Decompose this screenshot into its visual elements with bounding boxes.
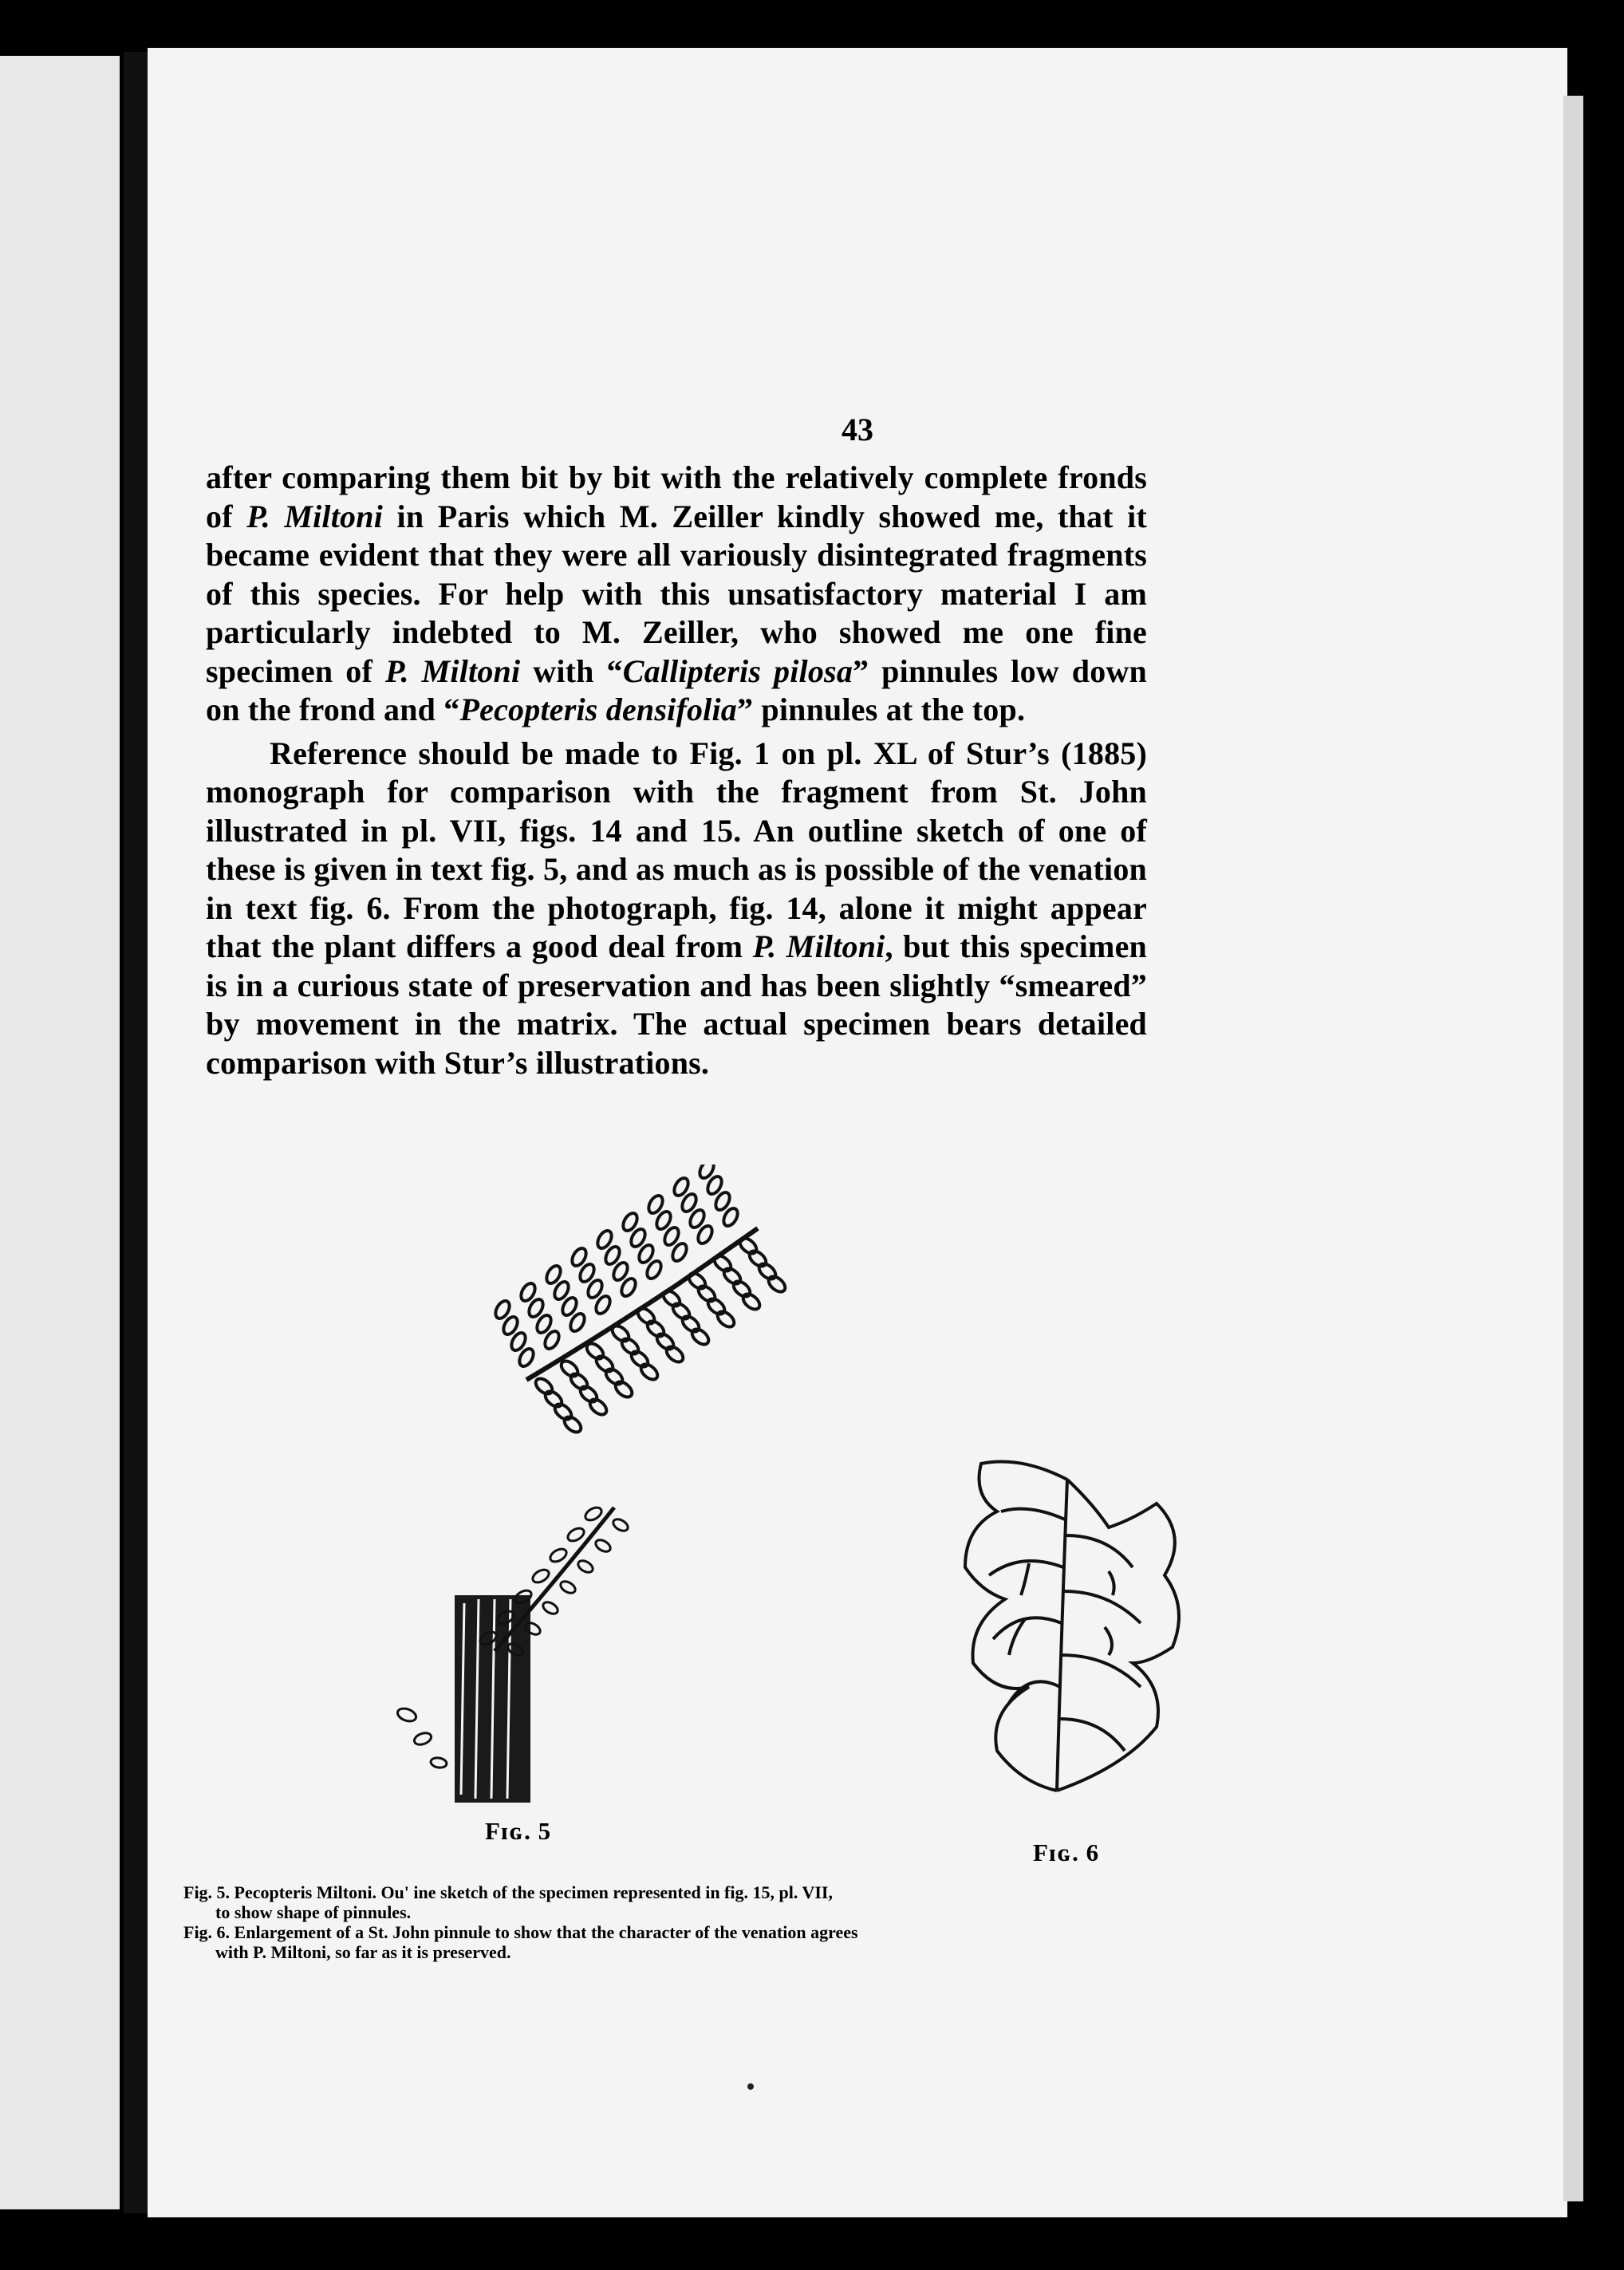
pinnule-loop	[670, 1301, 692, 1322]
pinnule-loop	[660, 1288, 683, 1309]
pinnule-loop	[603, 1366, 625, 1387]
text-run: Reference should be made to Fig. 1 on pl. XL of Stur’s (1885) monograph for comparison with the fragment from St. John illustrated in pl. VII, figs. 14 and 15. An outline sketch of one of these is given in text fig. 5, and as much as is possible of the venation in text fig. 6. From the photograph, fig. 14, alone it might appear that the plant differs a good deal from	[206, 735, 1147, 964]
pinnule-loop	[737, 1235, 759, 1256]
caption-line-2: to show shape of pinnules.	[215, 1902, 412, 1922]
pinnule-loop	[756, 1261, 778, 1282]
pinnule-loop	[562, 1414, 584, 1435]
fig5-label: Fɪɢ. 5	[485, 1817, 552, 1845]
pinnule-loop	[638, 1362, 660, 1382]
pinnule-loop	[533, 1376, 555, 1397]
fig5-fern-frond-upper	[479, 1165, 798, 1468]
fig6-pinnule-venation	[949, 1448, 1212, 1799]
pinnule-loop	[530, 1567, 551, 1585]
page-mark	[747, 2083, 754, 2090]
italic-taxon-name: Callipteris pilosa	[622, 652, 853, 689]
pinnule-loop	[430, 1756, 447, 1768]
text-run: with “	[520, 652, 623, 689]
pinnule-loop	[654, 1331, 676, 1352]
text-run: ” pinnules at the top.	[737, 692, 1026, 727]
pinnule-loop	[587, 1397, 609, 1417]
text-run: ” pinnules low down on the frond and “	[206, 652, 1147, 727]
pinnule-loop	[747, 1248, 769, 1269]
fig5-fern-frond-lower	[375, 1476, 662, 1811]
pinnule-loop	[593, 1538, 612, 1554]
pinnule-loop	[412, 1731, 432, 1747]
paragraph-1	[206, 459, 1147, 730]
pinnule-loop	[629, 1349, 651, 1369]
caption-line-3: Fig. 6. Enlargement of a St. John pinnule to show that the character of the venation agrees	[183, 1922, 858, 1942]
caption-line-4: with P. Miltoni, so far as it is preserved.	[215, 1942, 511, 1962]
pinnule-loop	[715, 1309, 737, 1330]
text-run: after comparing them bit by bit with the relatively complete fronds of	[206, 459, 1147, 534]
text-run: , but this specimen is in a curious state of preservation and has been slightly “smeared” by movement in the matrix. The actual specimen bears detailed comparison with Stur’s illustrations.	[206, 928, 1147, 1081]
pinnule-loop	[689, 1326, 711, 1347]
adjacent-page-edge	[0, 56, 120, 2209]
pinnule-loop	[619, 1336, 641, 1357]
pinnule-loop	[577, 1384, 600, 1405]
italic-taxon-name: P. Miltoni	[246, 498, 384, 534]
page-number: 43	[842, 412, 873, 447]
pinnule-loop	[583, 1505, 604, 1523]
pinnule-loop	[558, 1579, 577, 1595]
pinnule-loop	[558, 1358, 581, 1379]
pinnule-loop	[613, 1379, 635, 1400]
pinnule-loop	[766, 1274, 788, 1295]
pinnule-loop	[740, 1291, 763, 1312]
pinnule-loop	[541, 1600, 559, 1616]
pinnule-loop	[644, 1318, 667, 1339]
pinnule-loop	[548, 1547, 569, 1564]
paragraph-2	[206, 735, 1147, 1083]
pinnule-loop	[593, 1354, 616, 1374]
figure-caption	[183, 1882, 1244, 1962]
pinnule-loop	[635, 1306, 657, 1326]
pinnule-loop	[568, 1371, 590, 1392]
pinnule-loop	[731, 1279, 753, 1299]
pinnule-loop	[611, 1517, 629, 1533]
pinnule-loop	[721, 1266, 743, 1287]
fig6-label: Fɪɢ. 6	[1033, 1838, 1100, 1866]
pinnule-loop	[576, 1559, 594, 1574]
text-run: in Paris which M. Zeiller kindly showed me, that it became evident that they were all variously disintegrated fragments of this species. For help with this unsatisfactory material I am particularly indebted to M. Zeiller, who showed me one fine specimen of	[206, 498, 1148, 689]
body-text	[206, 459, 1147, 1082]
pinnule-loop	[396, 1706, 417, 1724]
pinnule-loop	[686, 1271, 708, 1291]
pinnule-loop	[711, 1253, 734, 1274]
italic-taxon-name: P. Miltoni	[384, 652, 521, 689]
caption-line-1: Fig. 5. Pecopteris Miltoni. Ou' ine sketch of the specimen represented in fig. 15, pl. VII,	[183, 1882, 833, 1902]
pinnule-loop	[566, 1526, 586, 1543]
italic-taxon-name: P. Miltoni	[752, 928, 885, 964]
pinnule-loop	[696, 1283, 718, 1304]
pinnule-loop	[664, 1344, 686, 1365]
pinnule-loop	[680, 1314, 702, 1334]
pinnule-loop	[542, 1389, 565, 1409]
pinnule-loop	[705, 1296, 727, 1317]
pinnule-loop	[609, 1323, 632, 1344]
pinnule-loop	[552, 1401, 574, 1422]
italic-taxon-name: Pecopteris densifolia	[459, 692, 737, 727]
pinnule-loop	[584, 1341, 606, 1362]
page-right-edge	[1563, 96, 1583, 2201]
